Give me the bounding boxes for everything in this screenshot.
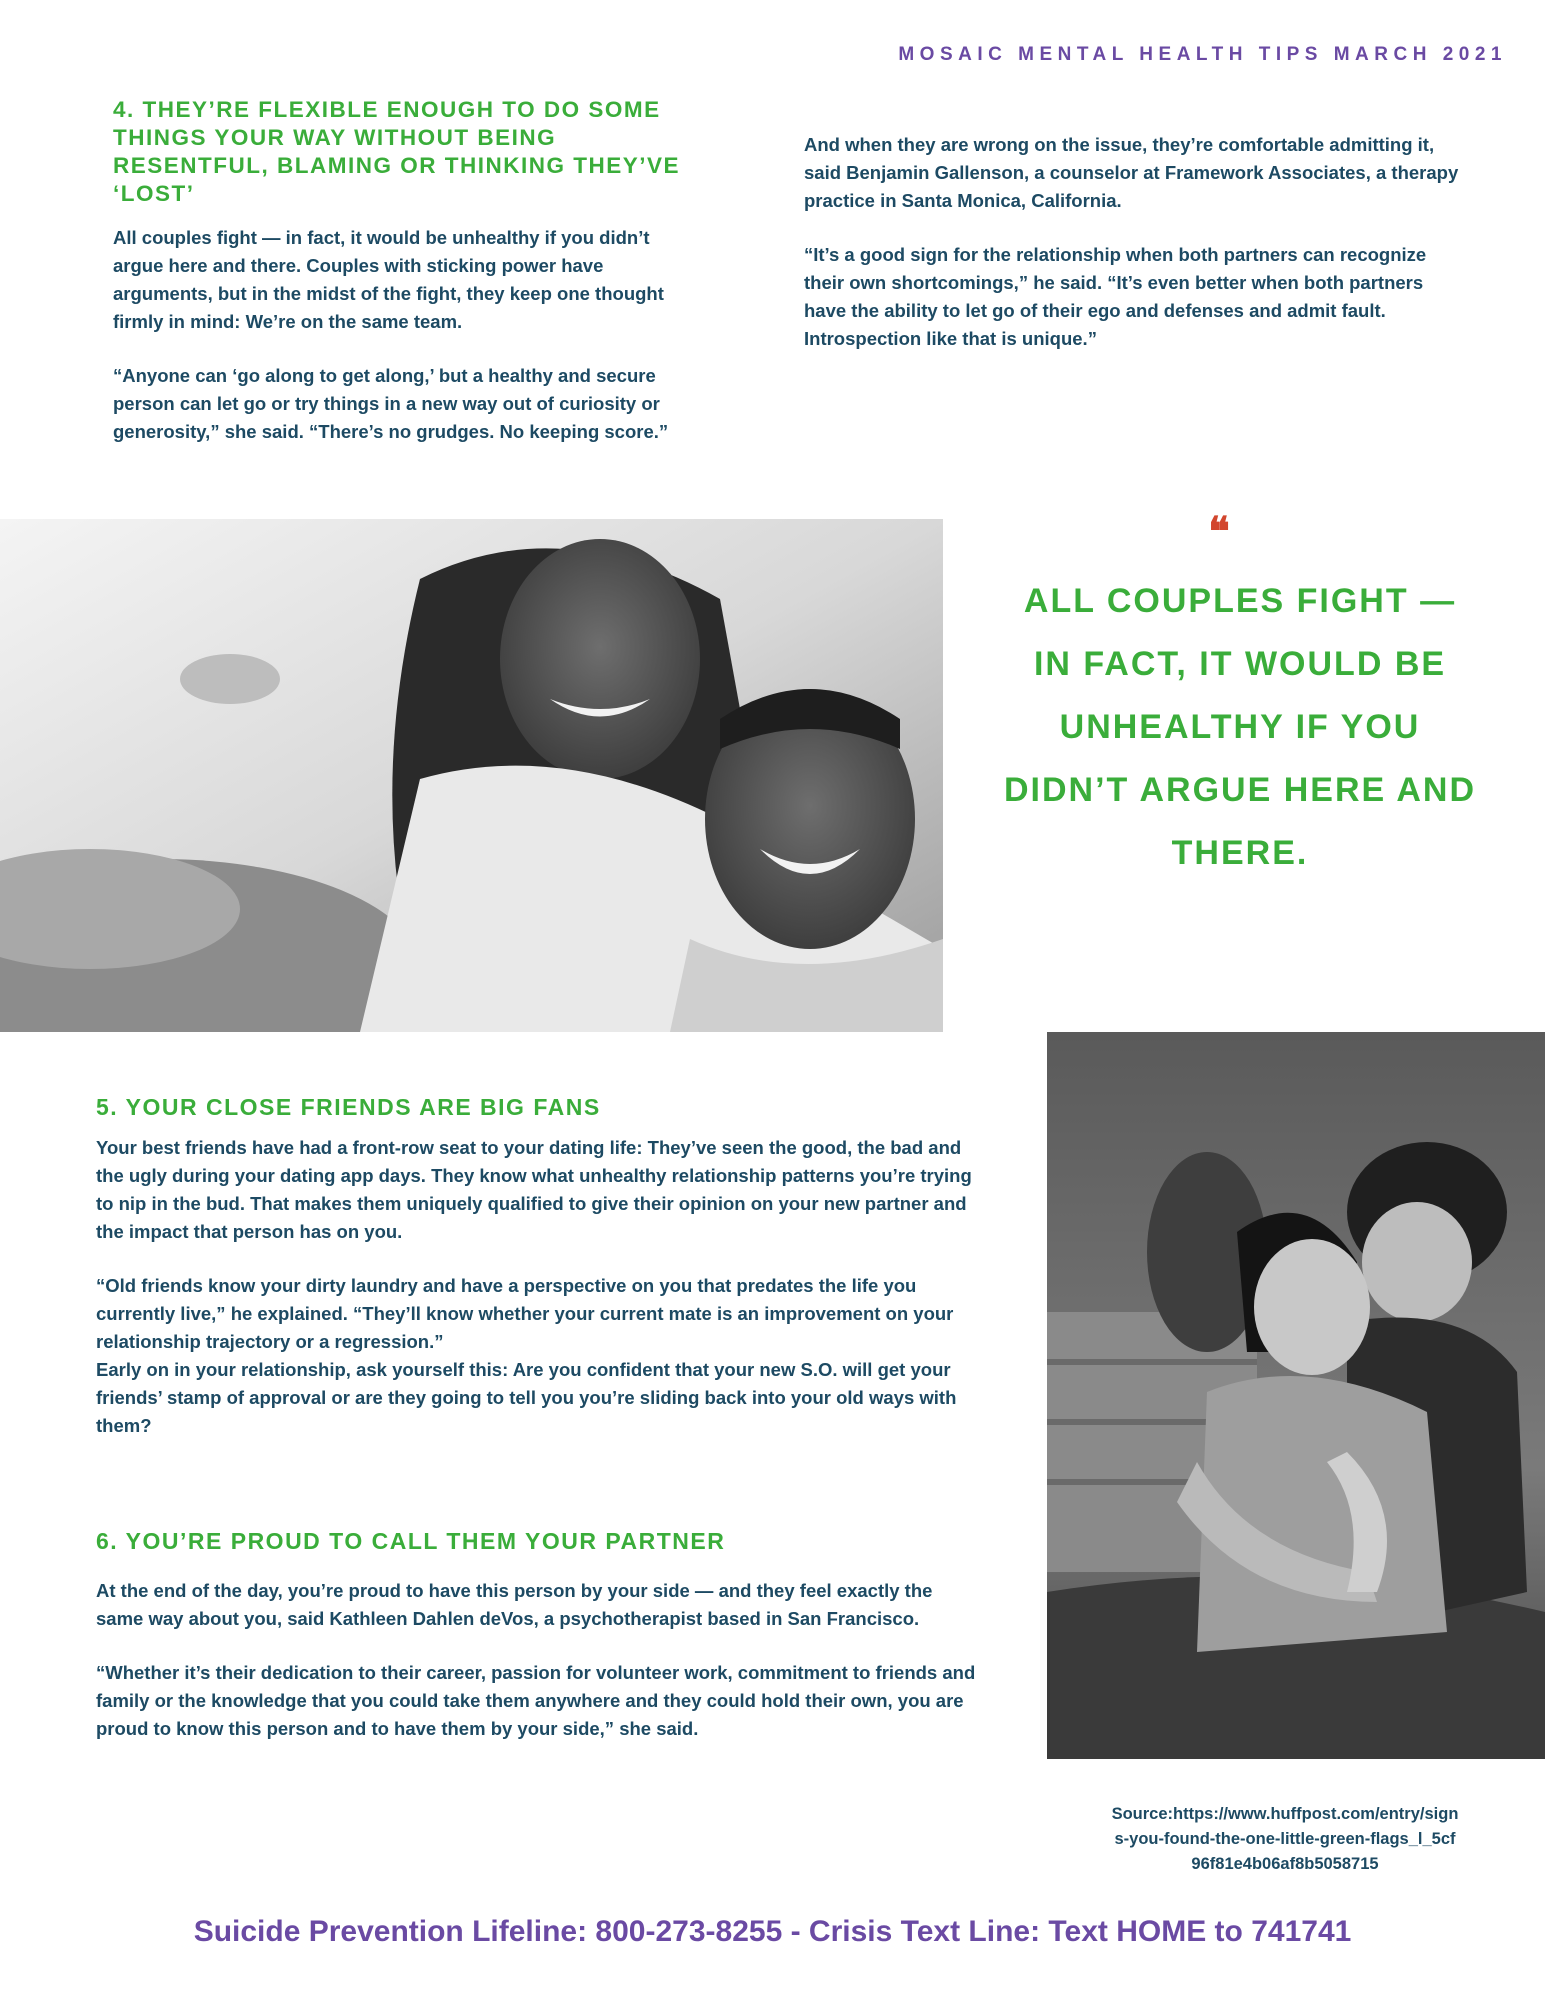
section-6-heading: 6. YOU’RE PROUD TO CALL THEM YOUR PARTNER <box>96 1528 726 1554</box>
section-4-paragraph-3: And when they are wrong on the issue, they’re comfortable admitting it, said Benjamin Gallenson, a counselor at Framework Associates, a therapy practice in Santa Monica, California. <box>804 134 1459 211</box>
source-citation: Source:https://www.huffpost.com/entry/signs-you-found-the-one-little-green-flags_l_5cf96f81e4b06af8b5058715 <box>1111 1805 1459 1873</box>
section-4-paragraph-2: “Anyone can ‘go along to get along,’ but a healthy and secure person can let go or try things in a new way out of curiosity or generosity,” she said. “There’s no grudges. No keeping score.” <box>113 365 669 442</box>
section-6-paragraph-2: “Whether it’s their dedication to their career, passion for volunteer work, commitment to friends and family or the knowledge that you could take them anywhere and they could hold their own, you are proud to know this person and to have them by your side,” she said. <box>96 1662 976 1739</box>
section-6-body <box>96 1577 976 1743</box>
section-5-paragraph-2: “Old friends know your dirty laundry and have a perspective on you that predates the life you currently live,” he explained. “They’ll know whether your current mate is an improvement on your relationship trajectory or a regression.” <box>96 1275 954 1352</box>
section-5-paragraph-1: Your best friends have had a front-row seat to your dating life: They’ve seen the good, the bad and the ugly during your dating app days. They know what unhealthy relationship patterns you’re trying to nip in the bud. That makes them uniquely qualified to give their opinion on your new partner and the impact that person has on you. <box>96 1137 972 1242</box>
section-5-paragraph-3: Early on in your relationship, ask yourself this: Are you confident that your new S.O. will get your friends’ stamp of approval or are they going to tell you you’re sliding back into your old ways with them? <box>96 1359 957 1436</box>
section-4-paragraph-4: “It’s a good sign for the relationship when both partners can recognize their own shortcomings,” he said. “It’s even better when both partners have the ability to let go of their ego and defenses and admit fault. Introspection like that is unique.” <box>804 244 1427 349</box>
newsletter-title: MOSAIC MENTAL HEALTH TIPS MARCH 2021 <box>898 44 1507 65</box>
crisis-lines-footer: Suicide Prevention Lifeline: 800-273-8255 - Crisis Text Line: Text HOME to 741741 <box>193 1915 1352 1948</box>
section-4-heading: 4. THEY’RE FLEXIBLE ENOUGH TO DO SOME THINGS YOUR WAY WITHOUT BEING RESENTFUL, BLAMING OR THINKING THEY’VE ‘LOST’ <box>113 97 681 206</box>
quote-mark-icon: ❝ <box>1208 508 1230 555</box>
section-4-paragraph-1: All couples fight — in fact, it would be unhealthy if you didn’t argue here and there. Couples with sticking power have arguments, but in the midst of the fight, they keep one thought firmly in mind: We’re on the same team. <box>113 227 664 332</box>
pull-quote: ALL COUPLES FIGHT — IN FACT, IT WOULD BE UNHEALTHY IF YOU DIDN’T ARGUE HERE AND THERE. <box>1003 582 1477 872</box>
couple-hug-photo <box>0 519 943 1032</box>
section-4-body-left <box>113 224 693 446</box>
section-4-body-right <box>804 131 1464 353</box>
section-5-body <box>96 1134 976 1440</box>
section-5-heading: 5. YOUR CLOSE FRIENDS ARE BIG FANS <box>96 1094 601 1120</box>
couple-embrace-photo <box>1047 1032 1545 1759</box>
section-6-paragraph-1: At the end of the day, you’re proud to have this person by your side — and they feel exactly the same way about you, said Kathleen Dahlen deVos, a psychotherapist based in San Francisco. <box>96 1580 933 1629</box>
